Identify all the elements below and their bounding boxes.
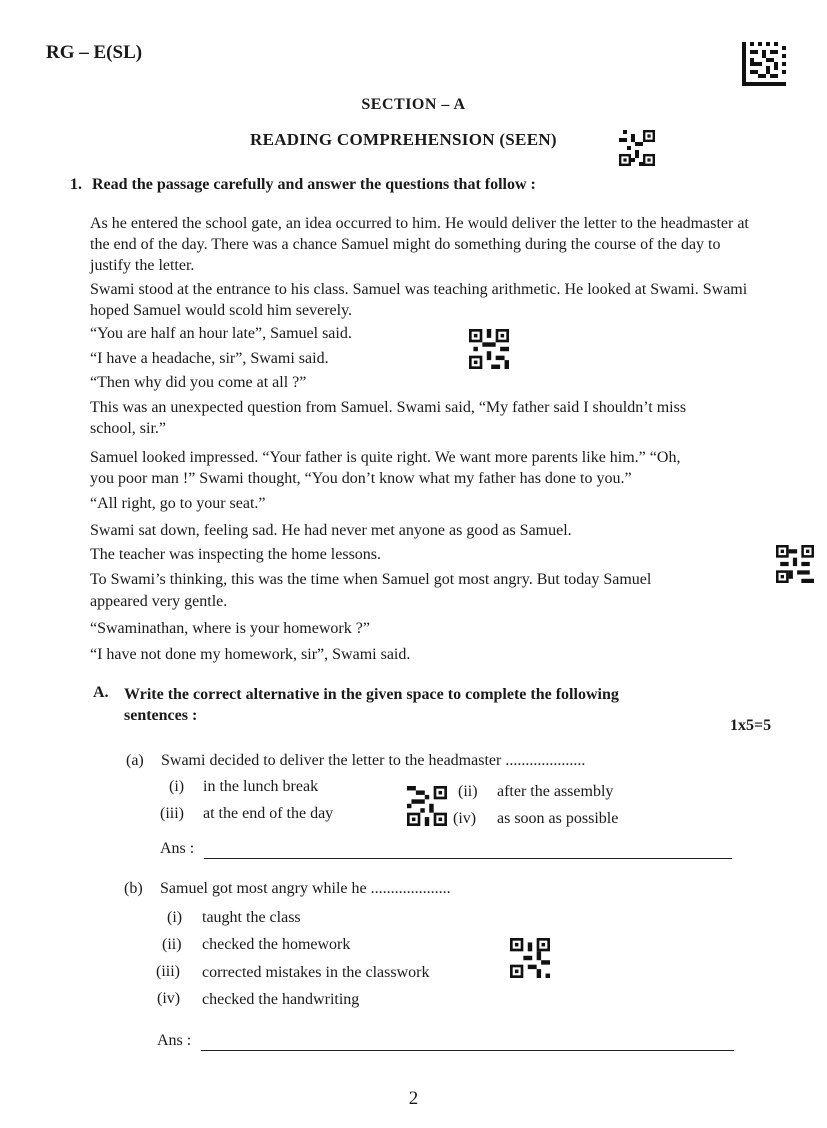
option-text: corrected mistakes in the classwork	[202, 964, 430, 981]
option-text: in the lunch break	[203, 778, 319, 795]
option-number: (iii)	[156, 963, 180, 980]
page-number: 2	[408, 1088, 419, 1109]
option-number: (iv)	[157, 990, 181, 1007]
passage-paragraph-2: Swami stood at the entrance to his class. Samuel was teaching arithmetic. He looked at Swami. Swami hoped Samuel would scold him severely.	[90, 281, 748, 319]
passage-line: school, sir.”	[90, 420, 166, 437]
passage-line: The teacher was inspecting the home lessons.	[90, 546, 382, 563]
qr-code-icon	[407, 786, 447, 826]
marks-allocation: 1x5=5	[730, 717, 772, 734]
qr-code-icon	[776, 545, 814, 583]
passage-line: “Then why did you come at all ?”	[90, 374, 307, 391]
option-number: (ii)	[458, 783, 478, 800]
passage-line: “I have a headache, sir”, Swami said.	[90, 350, 329, 367]
option-number: (ii)	[162, 936, 182, 953]
passage-line: To Swami’s thinking, this was the time when Samuel got most angry. But today Samuel	[90, 571, 652, 588]
option-text: taught the class	[202, 909, 301, 926]
passage-line: “I have not done my homework, sir”, Swami said.	[90, 646, 411, 663]
question-b-stem: Samuel got most angry while he ....................	[160, 880, 451, 897]
question-instruction: Read the passage carefully and answer the questions that follow :	[92, 176, 536, 193]
section-title: SECTION – A	[361, 96, 466, 113]
answer-line[interactable]	[201, 1050, 734, 1051]
passage-line: you poor man !” Swami thought, “You don’t know what my father has done to you.”	[90, 470, 632, 487]
passage-line: Samuel looked impressed. “Your father is quite right. We want more parents like him.” “Oh,	[90, 449, 681, 466]
question-a-label: (a)	[126, 752, 144, 769]
passage-line: appeared very gentle.	[90, 593, 228, 610]
paper-code: RG – E(SL)	[46, 42, 143, 63]
qr-code-icon	[469, 329, 509, 369]
part-a-instruction: Write the correct alternative in the given space to complete the following sentences :	[124, 686, 619, 724]
option-text: checked the homework	[202, 936, 351, 953]
answer-label: Ans :	[157, 1032, 192, 1049]
passage-line: “You are half an hour late”, Samuel said.	[90, 325, 352, 342]
question-a-stem: Swami decided to deliver the letter to the headmaster ....................	[161, 752, 586, 769]
passage-line: “Swaminathan, where is your homework ?”	[90, 620, 370, 637]
option-number: (i)	[167, 909, 183, 926]
option-number: (iv)	[453, 810, 477, 827]
part-a-letter: A.	[93, 684, 109, 701]
qr-code-icon	[619, 130, 655, 166]
datamatrix-code-icon	[742, 42, 786, 86]
passage-line: Swami sat down, feeling sad. He had never met anyone as good as Samuel.	[90, 522, 572, 539]
option-text: as soon as possible	[497, 810, 619, 827]
option-number: (iii)	[160, 805, 184, 822]
option-text: checked the handwriting	[202, 991, 360, 1008]
passage-paragraph-1: As he entered the school gate, an idea occurred to him. He would deliver the letter to the headmaster at the end of the day. There was a chance Samuel might do something during the course of the day to justify the letter.	[90, 215, 749, 274]
answer-line[interactable]	[204, 858, 732, 859]
question-b-label: (b)	[124, 880, 143, 897]
qr-code-icon	[510, 938, 550, 978]
passage-line: “All right, go to your seat.”	[90, 495, 266, 512]
section-subtitle: READING COMPREHENSION (SEEN)	[250, 130, 557, 149]
option-number: (i)	[169, 778, 185, 795]
question-number: 1.	[70, 176, 82, 193]
answer-label: Ans :	[160, 840, 195, 857]
passage-line: This was an unexpected question from Samuel. Swami said, “My father said I shouldn’t miss	[90, 399, 687, 416]
option-text: after the assembly	[497, 783, 614, 800]
option-text: at the end of the day	[203, 805, 334, 822]
